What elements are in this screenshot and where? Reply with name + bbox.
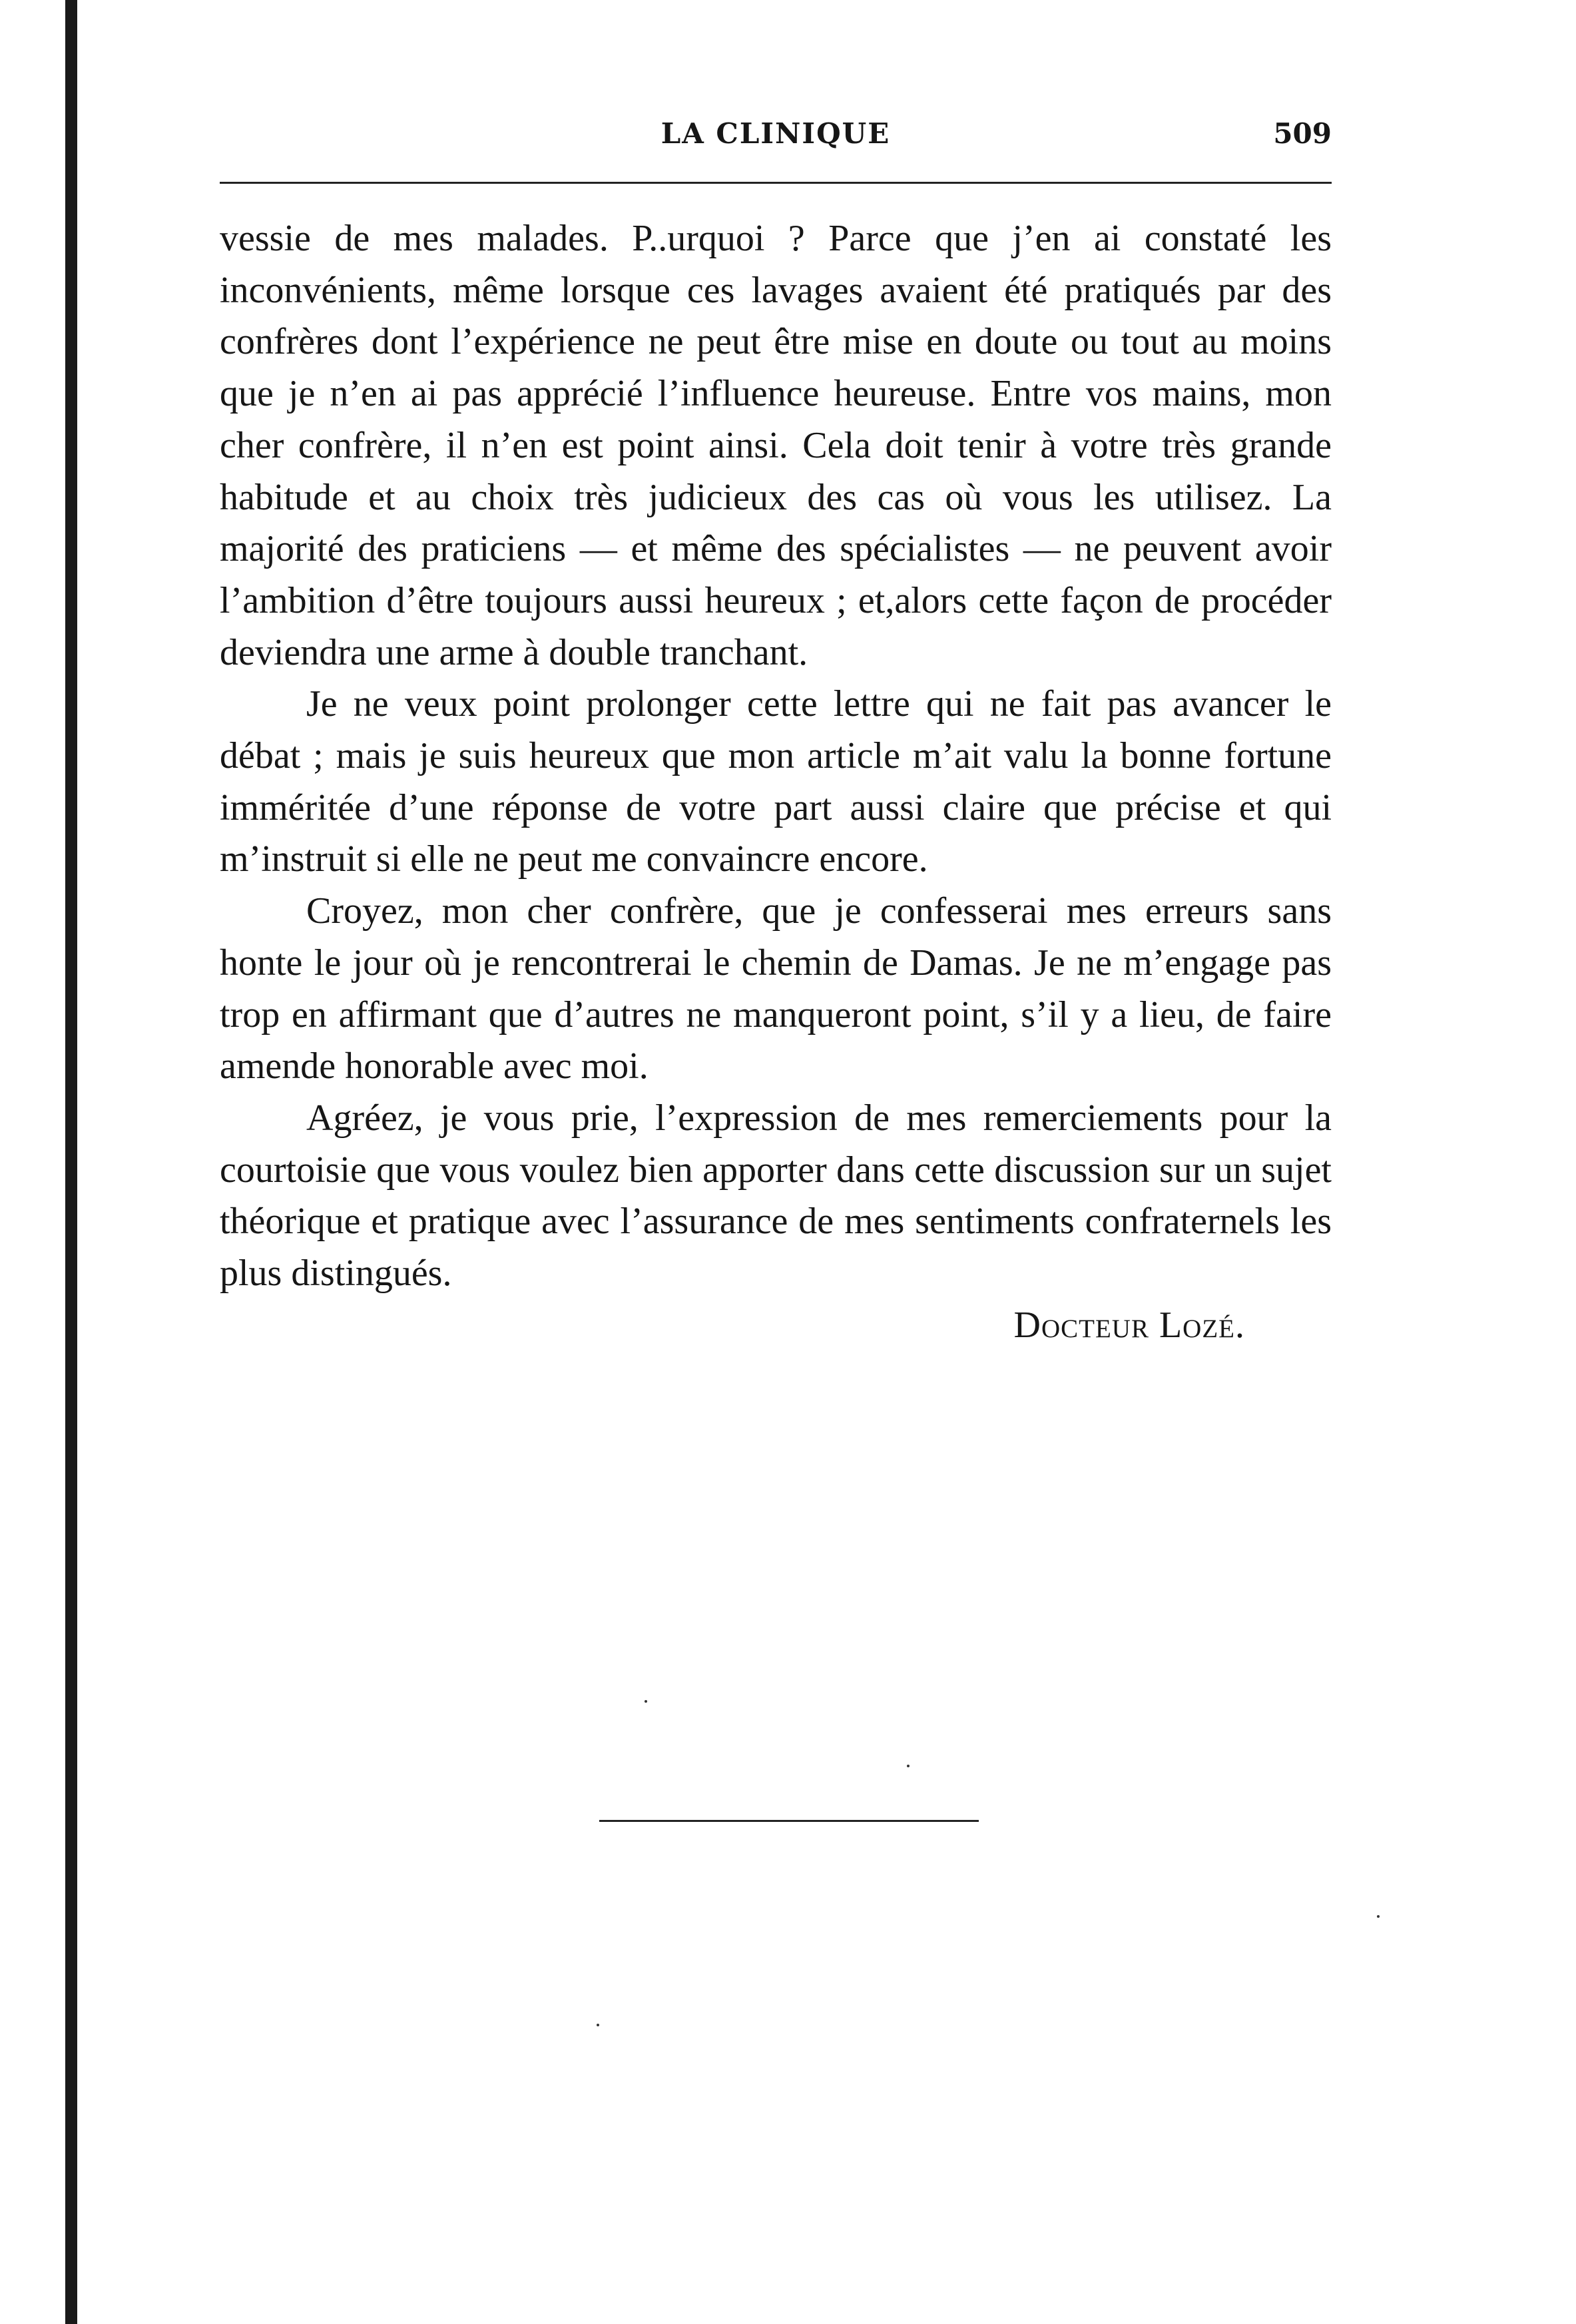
body-text <box>220 213 1332 1351</box>
scan-speck <box>597 2024 599 2026</box>
page-header <box>220 113 1332 160</box>
scan-speck <box>645 1700 647 1703</box>
paragraph-1: vessie de mes malades. P..urquoi ? Parce que j’en ai constaté les inconvénients, même lorsque ces lavages avaient été pratiqués par des confrères dont l’expérience ne peut être mise en doute ou tout au moins que je n’en ai pas apprécié l’influence heureuse. Entre vos mains, mon cher confrère, il n’en est point ainsi. Cela doit tenir à votre très grande habitude et au choix très judicieux des cas où vous les utilisez. La majorité des praticiens — et même des spécialistes — ne peuvent avoir l’ambition d’être toujours aussi heureux ; et,alors cette façon de procéder deviendra une arme à double tranchant. <box>220 218 1332 673</box>
end-rule <box>599 1820 979 1822</box>
signature: Docteur Lozé. <box>1013 1304 1245 1346</box>
page-number: 509 <box>1273 117 1332 150</box>
paragraph-2: Je ne veux point prolonger cette lettre qui ne fait pas avancer le débat ; mais je suis heureux que mon article m’ait valu la bonne fortune imméritée d’une réponse de votre part aussi claire que précise et qui m’instruit si elle ne peut me convaincre encore. <box>220 683 1332 880</box>
paragraph-3: Croyez, mon cher confrère, que je confesserai mes erreurs sans honte le jour où je rencontrerai le chemin de Damas. Je ne m’engage pas trop en affirmant que d’autres ne manqueront point, s’il y a lieu, de faire amende honorable avec moi. <box>220 890 1332 1087</box>
paragraph-4: Agréez, je vous prie, l’expression de mes remerciements pour la courtoisie que vous voulez bien apporter dans cette discussion sur un sujet théorique et pratique avec l’assurance de mes sentiments confraternels les plus distingués. <box>220 1097 1332 1295</box>
scan-speck <box>1377 1915 1380 1918</box>
header-rule <box>220 182 1332 184</box>
running-title: LA CLINIQUE <box>660 117 891 150</box>
binding-edge <box>65 0 77 2324</box>
scan-speck <box>907 1765 910 1767</box>
